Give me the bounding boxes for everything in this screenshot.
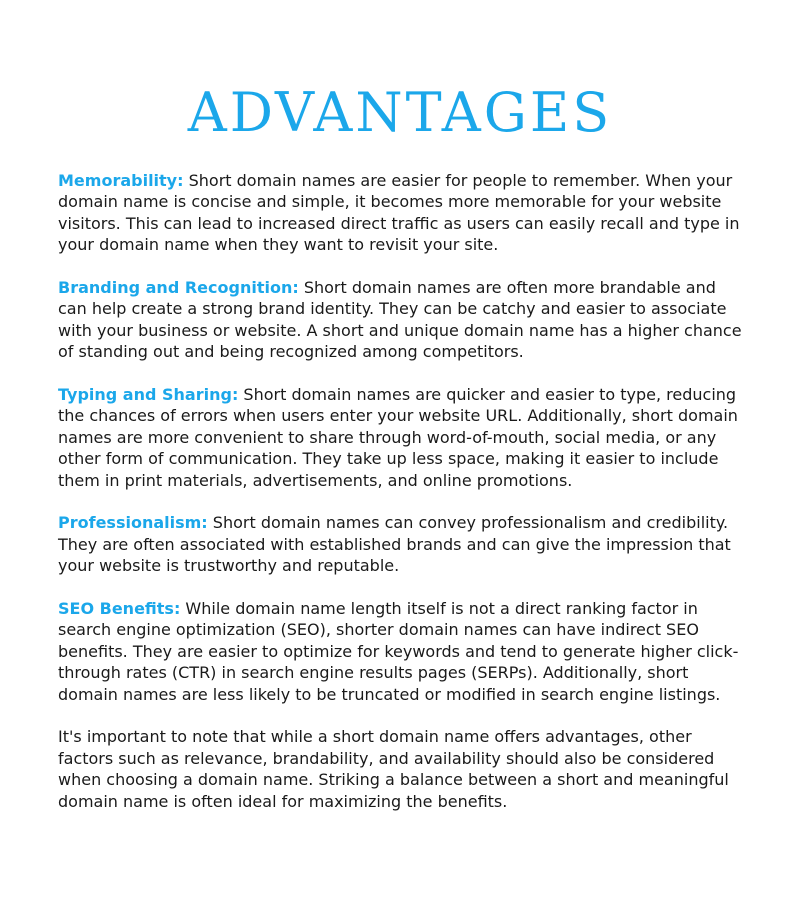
section-heading: Memorability: [58,171,184,190]
section-seo-benefits [58,598,748,705]
section-text: Short domain names are easier for people to remember. When your domain name is concise and simple, it becomes more memorable for your website visitors. This can lead to increased direct traffic as users can easily recall and type in your domain name when they want to revisit your site. [58,171,740,255]
section-branding [58,277,748,363]
section-heading: Professionalism: [58,513,208,533]
section-professionalism [58,512,748,576]
section-text: Short domain names are quicker and easier to type, reducing the chances of errors when users enter your website URL. Additionally, short domain names are more convenient to share through word-of-mouth, social media, or any other form of communication. They take up less space, making it easier to include them in print materials, advertisements, and online promotions. [58,385,738,490]
section-text: While domain name length itself is not a direct ranking factor in search engine optimization (SEO), shorter domain names can have indirect SEO benefits. They are easier to optimize for keywords and tend to generate higher click-through rates (CTR) in search engine results pages (SERPs). Additionally, short domain names are less likely to be truncated or modified in search engine listings. [58,599,739,704]
closing-paragraph: It's important to note that while a short domain name offers advantages, other factors such as relevance, brandability, and availability should also be considered when choosing a domain name. Striking a balance between a short and meaningful domain name is often ideal for maximizing the benefits. [58,727,729,811]
section-memorability [58,170,748,256]
page-title: ADVANTAGES [187,81,613,144]
section-typing-sharing [58,384,748,491]
section-heading: Typing and Sharing: [58,385,239,405]
section-text: Short domain names can convey professionalism and credibility. They are often associated with established brands and can give the impression that your website is trustworthy and reputable. [58,513,731,576]
section-heading: SEO Benefits: [58,599,181,619]
section-text: Short domain names are often more brandable and can help create a strong brand identity. They can be catchy and easier to associate with your business or website. A short and unique domain name has a higher chance of standing out and being recognized among competitors. [58,278,742,362]
section-heading: Branding and Recognition: [58,278,299,298]
document-body [58,170,748,834]
